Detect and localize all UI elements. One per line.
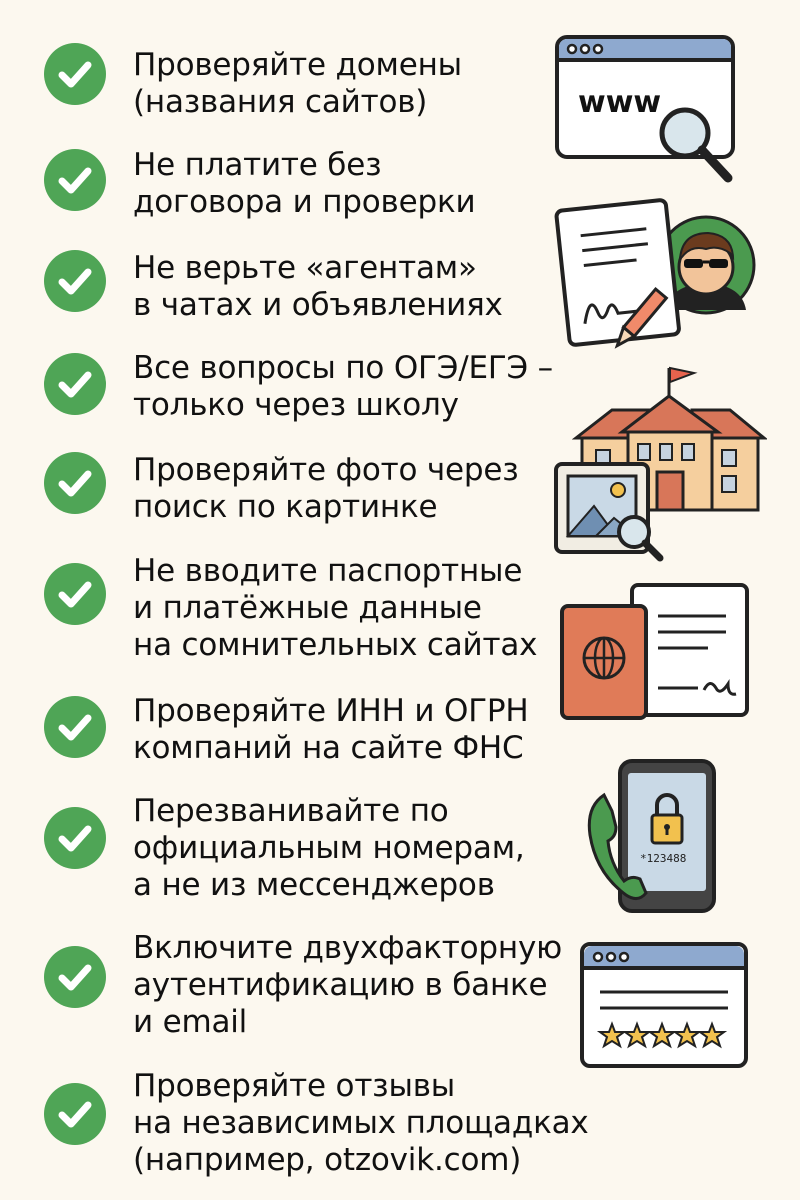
phone-code-label: *123488 bbox=[640, 852, 687, 865]
checkmark-icon bbox=[44, 353, 106, 415]
checkmark-icon bbox=[44, 149, 106, 211]
checkmark-icon bbox=[44, 1083, 106, 1145]
tip-line: (названия сайтов) bbox=[133, 84, 428, 120]
tip-line: на независимых площадках bbox=[133, 1105, 589, 1141]
tip-line: Не платите без bbox=[133, 147, 382, 183]
tip-line: поиск по картинке bbox=[133, 489, 438, 525]
tip-text bbox=[133, 250, 573, 324]
tip-line: Проверяйте ИНН и ОГРН bbox=[133, 693, 529, 729]
tip-line: и платёжные данные bbox=[133, 590, 482, 626]
tip-text bbox=[133, 693, 573, 767]
tip-text bbox=[133, 350, 573, 424]
tip-line: Проверяйте фото через bbox=[133, 452, 519, 488]
tip-line: Включите двухфакторную bbox=[133, 930, 562, 966]
checkmark-icon bbox=[44, 563, 106, 625]
tip-text bbox=[133, 553, 573, 664]
tip-line: Проверяйте домены bbox=[133, 47, 462, 83]
tip-line: договора и проверки bbox=[133, 184, 476, 220]
checkmark-icon bbox=[44, 696, 106, 758]
tip-text bbox=[133, 793, 573, 904]
tip-line: в чатах и объявлениях bbox=[133, 287, 503, 323]
tip-line: компаний на сайте ФНС bbox=[133, 730, 524, 766]
checkmark-icon bbox=[44, 946, 106, 1008]
tip-line: Не верьте «агентам» bbox=[133, 250, 477, 286]
tip-line: (например, otzovik.com) bbox=[133, 1142, 522, 1178]
checkmark-icon bbox=[44, 250, 106, 312]
tip-line: Все вопросы по ОГЭ/ЕГЭ – bbox=[133, 350, 553, 386]
review-stars-window-icon bbox=[578, 940, 750, 1070]
tip-text bbox=[133, 147, 573, 221]
tip-line: а не из мессенджеров bbox=[133, 867, 495, 903]
tip-line: и email bbox=[133, 1004, 248, 1040]
passport-document-icon bbox=[558, 580, 758, 725]
tip-line: аутентификацию в банке bbox=[133, 967, 548, 1003]
tip-line: Перезванивайте по bbox=[133, 793, 449, 829]
image-search-icon bbox=[552, 460, 667, 565]
phone-lock-icon bbox=[582, 755, 722, 920]
tip-line: официальным номерам, bbox=[133, 830, 525, 866]
www-label: www bbox=[578, 85, 662, 120]
tip-line: только через школу bbox=[133, 387, 459, 423]
tip-text bbox=[133, 452, 573, 526]
tip-text bbox=[133, 1068, 589, 1179]
tip-text bbox=[133, 47, 573, 121]
tip-line: на сомнительных сайтах bbox=[133, 627, 538, 663]
browser-www-magnifier-icon bbox=[550, 30, 740, 190]
tip-line: Не вводите паспортные bbox=[133, 553, 523, 589]
checkmark-icon bbox=[44, 43, 106, 105]
checkmark-icon bbox=[44, 452, 106, 514]
tip-line: Проверяйте отзывы bbox=[133, 1068, 456, 1104]
signed-contract-icon bbox=[548, 195, 763, 360]
tip-text bbox=[133, 930, 573, 1041]
checkmark-icon bbox=[44, 807, 106, 869]
